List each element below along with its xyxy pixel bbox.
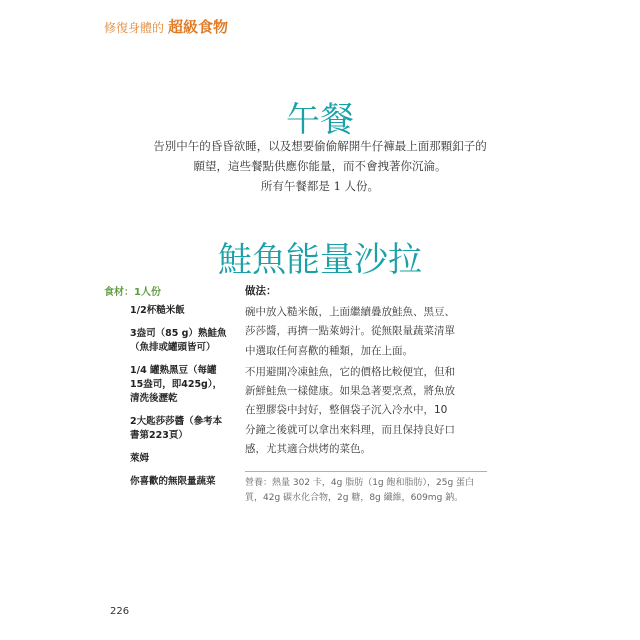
divider xyxy=(245,471,487,472)
running-header xyxy=(104,16,228,37)
ingredient-line: 清洗後瀝乾 xyxy=(130,393,178,404)
method-line: 中選取任何喜歡的種類，加在上面。 xyxy=(245,344,413,357)
method-paragraph xyxy=(245,363,489,459)
ingredient-item xyxy=(130,327,230,355)
method-line: 分鐘之後就可以拿出來料理，而且保持良好口 xyxy=(245,423,455,436)
method-line: 碗中放入糙米飯，上面繼續疊放鮭魚、黑豆、 xyxy=(245,306,455,318)
nutrition-line: 質，42g 碳水化合物，2g 糖，8g 纖維，609mg 鈉。 xyxy=(245,493,464,503)
header-prefix: 修復身體的 xyxy=(104,21,165,35)
ingredient-line: 2大匙莎莎醬（參考本 xyxy=(130,416,223,427)
ingredient-item xyxy=(130,364,230,406)
ingredient-line: 1/4 罐熟黑豆（每罐 xyxy=(130,365,217,376)
ingredient-line: 15盎司，即425g）， xyxy=(130,379,223,390)
intro-line: 告別中午的昏昏欲睡，以及想要偷偷解開牛仔褲最上面那顆釦子的 xyxy=(153,139,487,153)
method-line: 感，尤其適合烘烤的菜色。 xyxy=(245,443,371,456)
method-text xyxy=(245,303,489,459)
ingredient-item xyxy=(130,452,230,466)
ingredient-line: （魚排或罐頭皆可） xyxy=(130,342,216,353)
nutrition-info xyxy=(245,476,489,506)
ingredient-line: 你喜歡的無限量蔬菜 xyxy=(130,476,216,487)
ingredient-item xyxy=(130,475,230,489)
method-heading: 做法： xyxy=(245,285,277,297)
ingredient-item xyxy=(130,304,230,318)
nutrition-line: 營養：熱量 302 卡，4g 脂肪（1g 飽和脂肪），25g 蛋白 xyxy=(245,478,475,488)
method-line: 在塑膠袋中封好，整個袋子沉入冷水中，10 xyxy=(245,404,448,417)
method-paragraph xyxy=(245,303,489,361)
section-title: 午餐 xyxy=(286,100,354,140)
ingredient-line: 萊姆 xyxy=(130,453,150,464)
recipe-title: 鮭魚能量沙拉 xyxy=(218,240,422,280)
ingredient-item xyxy=(130,415,230,443)
header-highlight: 超級食物 xyxy=(168,18,229,36)
page-number: 226 xyxy=(110,606,130,617)
method-line: 新鮮鮭魚一樣健康。如果急著要烹煮，將魚放 xyxy=(245,385,455,398)
ingredient-line: 書第223頁） xyxy=(130,430,188,441)
ingredient-line: 1/2杯糙米飯 xyxy=(130,305,185,316)
method-line: 莎莎醬，再擠一點萊姆汁。從無限量蔬菜清單 xyxy=(245,325,455,338)
ingredients-heading: 食材：1人份 xyxy=(104,287,161,298)
intro-paragraph xyxy=(120,136,520,196)
intro-line: 所有午餐都是 1 人份。 xyxy=(260,179,380,193)
ingredients-list xyxy=(130,304,230,498)
intro-line: 願望，這些餐點供應你能量，而不會拽著你沉淪。 xyxy=(193,159,447,173)
method-line: 不用避開冷凍鮭魚，它的價格比較便宜，但和 xyxy=(245,365,455,378)
ingredient-line: 3盎司（85 g）熟鮭魚 xyxy=(130,328,227,339)
